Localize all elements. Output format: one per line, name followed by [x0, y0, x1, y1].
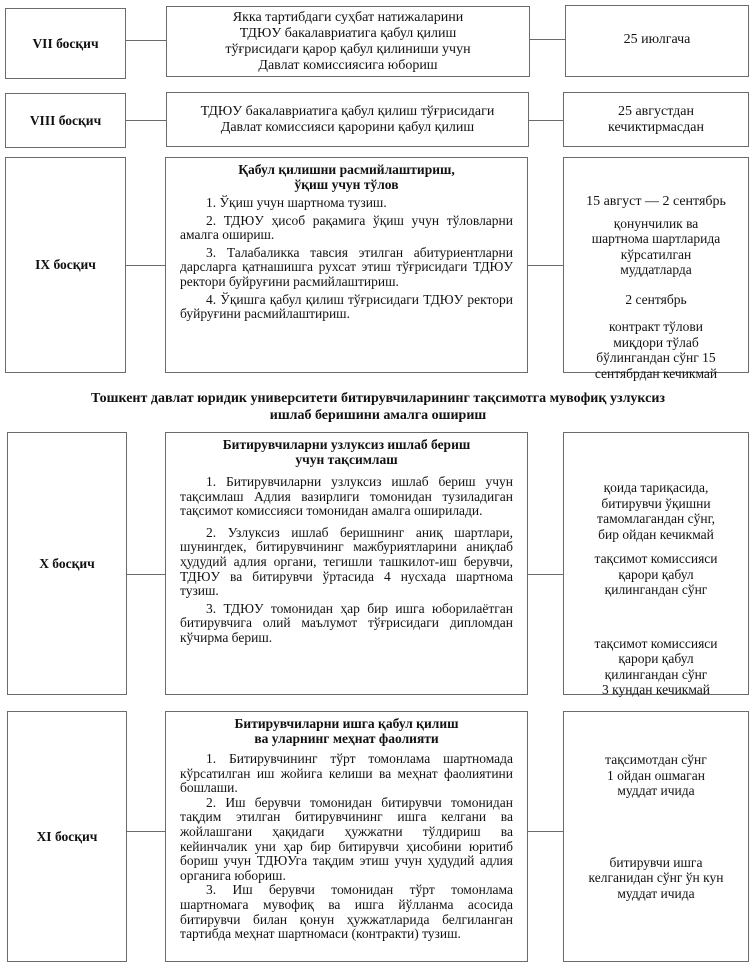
heading-line: Битирувчиларни ишга қабул қилиш: [234, 716, 459, 731]
deadline-text: тақсимотдан сўнг: [605, 752, 707, 767]
connector-line: [528, 265, 563, 266]
stage-vii-deadline: [565, 5, 749, 77]
deadline-text: битирувчи ишга: [609, 854, 703, 870]
connector-line: [126, 120, 166, 121]
deadline-text: қонунчилик ва: [613, 215, 699, 231]
content-heading: [180, 437, 513, 467]
deadline-text: сентябрдан кечикмай: [594, 365, 718, 381]
content-line: Давлат комиссияси қарорини қабул қилиш: [220, 119, 475, 135]
deadline-text: шартнома шартларида: [591, 231, 721, 246]
stage-vii-label: VII босқич: [32, 35, 99, 51]
content-heading: [180, 162, 513, 192]
connector-line: [127, 831, 165, 832]
deadline-text: қоида тариқасида,: [603, 480, 709, 495]
title-line: ишлаб беришини амалга ошириш: [269, 408, 487, 423]
deadline-text: бир ойдан кечикмай: [598, 526, 714, 542]
deadline-block: [586, 194, 726, 210]
stage-xi-box: [7, 711, 127, 962]
stage-xi-content: [165, 711, 528, 962]
deadline-text: 15 август — 2 сентябрь: [586, 194, 726, 209]
stage-viii-deadline: [563, 92, 749, 147]
deadline-text: 25 июлгача: [623, 32, 691, 47]
deadline-text: 1 ойдан ошмаган: [607, 767, 705, 783]
stage-xi-deadline: [563, 711, 749, 962]
content-line: ТДЮУ бакалавриатига қабул қилиш: [239, 25, 457, 41]
stage-x-content: [165, 432, 528, 695]
deadline-text: 3 кундан кечикмай: [601, 682, 711, 697]
stage-viii-content: [166, 92, 529, 147]
list-item: 2. Узлуксиз ишлаб беришнинг аниқ шартлари, шунингдек, битирувчининг мажбуриятларини аниқлаб ҳудудий адлия органи, тегишли ташкилот-иш берувчи, ТДЮУ ва битирувчи ўртасида 4 нусхада шартнома тузиш.: [180, 524, 513, 599]
stage-vii-content: [166, 6, 530, 77]
stage-x-box: [7, 432, 127, 695]
connector-line: [126, 265, 165, 266]
deadline-text: қарори қабул: [618, 566, 694, 582]
deadline-text: кечиктирмасдан: [608, 119, 704, 135]
connector-line: [529, 120, 563, 121]
heading-line: ва уларнинг меҳнат фаолияти: [254, 731, 439, 746]
connector-line: [127, 574, 165, 575]
section-title: [0, 390, 756, 424]
list-item: 3. ТДЮУ томонидан ҳар бир ишга юборилаётган битирувчига олий маълумот тўғрисидаги дипломдан кўчирма бериш.: [180, 600, 513, 645]
stage-xi-label: XI босқич: [36, 828, 98, 844]
deadline-text: келганидан сўнг ўн кун: [588, 870, 724, 885]
deadline-text: тақсимот комиссияси: [594, 551, 718, 566]
list-item: 1. Битирувчининг тўрт томонлама шартномада кўрсатилган иш жойига келиши ва меҳнат фаолиятини бошлаши.: [180, 751, 513, 796]
stage-ix-box: [5, 157, 126, 373]
content-line: ТДЮУ бакалавриатига қабул қилиш тўғрисидаги: [200, 103, 495, 119]
deadline-text: бўлингандан сўнг 15: [596, 350, 716, 365]
deadline-text: контракт тўлови: [608, 319, 704, 334]
deadline-text: қарори қабул: [618, 651, 694, 666]
stage-x-label: X босқич: [39, 555, 95, 571]
deadline-text: кўрсатилган: [620, 246, 692, 262]
list-item: 4. Ўқишга қабул қилиш тўғрисидаги ТДЮУ ректори буйруғини расмийлаштириш.: [180, 291, 513, 322]
connector-line: [530, 39, 565, 40]
content-line: тўғрисидаги қарор қабул қилиниши учун: [225, 41, 471, 57]
deadline-text: қилингандан сўнг: [604, 666, 708, 682]
deadline-block: [595, 319, 717, 381]
content-line: Давлат комиссиясига юбориш: [258, 57, 438, 73]
list-item: 3. Талабаликка тавсия этилган абитуриентларни дарсларга қатнашишга рухсат этиш тўғрисидаги ТДЮУ ректори буйруғини расмийлаштириш.: [180, 244, 513, 289]
heading-line: ўқиш учун тўлов: [294, 177, 399, 192]
heading-line: учун тақсимлаш: [295, 452, 398, 467]
deadline-text: муддат ичида: [617, 783, 695, 798]
deadline-block: [595, 636, 718, 698]
deadline-text: тақсимот комиссияси: [594, 635, 718, 651]
list-item: 1. Битирувчиларни узлуксиз ишлаб бериш учун тақсимлаш Адлия вазирлиги томонидан тузиладиган тақсимот комиссияси томонидан амалга оширилади.: [180, 474, 513, 519]
deadline-block: [625, 292, 686, 308]
deadline-block: [595, 551, 718, 598]
deadline-text: битирувчи ўқишни: [601, 495, 711, 511]
deadline-text: муддат ичида: [617, 885, 695, 901]
list-item: 3. Иш берувчи томонидан тўрт томонлама шартномага мувофиқ ва ишга йўлланма асосида битирувчи билан қонун ҳужжатларида белгиланган тартибда меҳнат шартномаси (контракти) тузиш.: [180, 882, 513, 942]
stage-viii-box: [5, 93, 126, 148]
deadline-text: миқдори тўлаб: [613, 334, 699, 350]
deadline-block: [597, 480, 715, 542]
deadline-text: муддатларда: [620, 262, 692, 277]
list-item: 2. ТДЮУ ҳисоб рақамига ўқиш учун тўловларни амалга ошириш.: [180, 212, 513, 243]
deadline-text: қилингандан сўнг: [604, 582, 708, 597]
stage-ix-label: IX босқич: [35, 257, 96, 272]
content-line: Якка тартибдаги суҳбат натижаларини: [232, 9, 464, 25]
stage-vii-box: [5, 8, 126, 79]
deadline-text: тамомлагандан сўнг,: [597, 511, 715, 526]
stage-viii-label: VIII босқич: [29, 112, 102, 128]
stage-ix-deadline: [563, 157, 749, 381]
deadline-block: [592, 216, 720, 278]
title-line: Тошкент давлат юридик университети битирувчиларининг тақсимотга мувофиқ узлуксиз: [90, 391, 666, 406]
deadline-block: [589, 855, 724, 902]
heading-line: Битирувчиларни узлуксиз ишлаб бериш: [222, 437, 471, 452]
list-item: 1. Ўқиш учун шартнома тузиш.: [206, 195, 387, 210]
stage-ix-content: [165, 157, 528, 373]
list-item: 2. Иш берувчи томонидан битирувчи томонидан тақдим этилган битирувчининг ишга келгани ва жойлашгани ҳақидаги ҳужжатни тўлдириш ва кейинчалик уни ҳар бир битирувчи ҳисобини юритиб бориш учун ТДЮУга тақдим этиш учун ҳудудий адлия органига юбориш.: [180, 794, 513, 883]
content-heading: [180, 716, 513, 746]
heading-line: Қабул қилишни расмийлаштириш,: [238, 162, 455, 177]
connector-line: [528, 831, 563, 832]
connector-line: [126, 40, 166, 41]
connector-line: [528, 574, 563, 575]
deadline-text: 25 августдан: [617, 103, 695, 119]
stage-x-deadline: [563, 432, 749, 695]
deadline-text: 2 сентябрь: [625, 291, 687, 307]
deadline-block: [605, 752, 707, 799]
